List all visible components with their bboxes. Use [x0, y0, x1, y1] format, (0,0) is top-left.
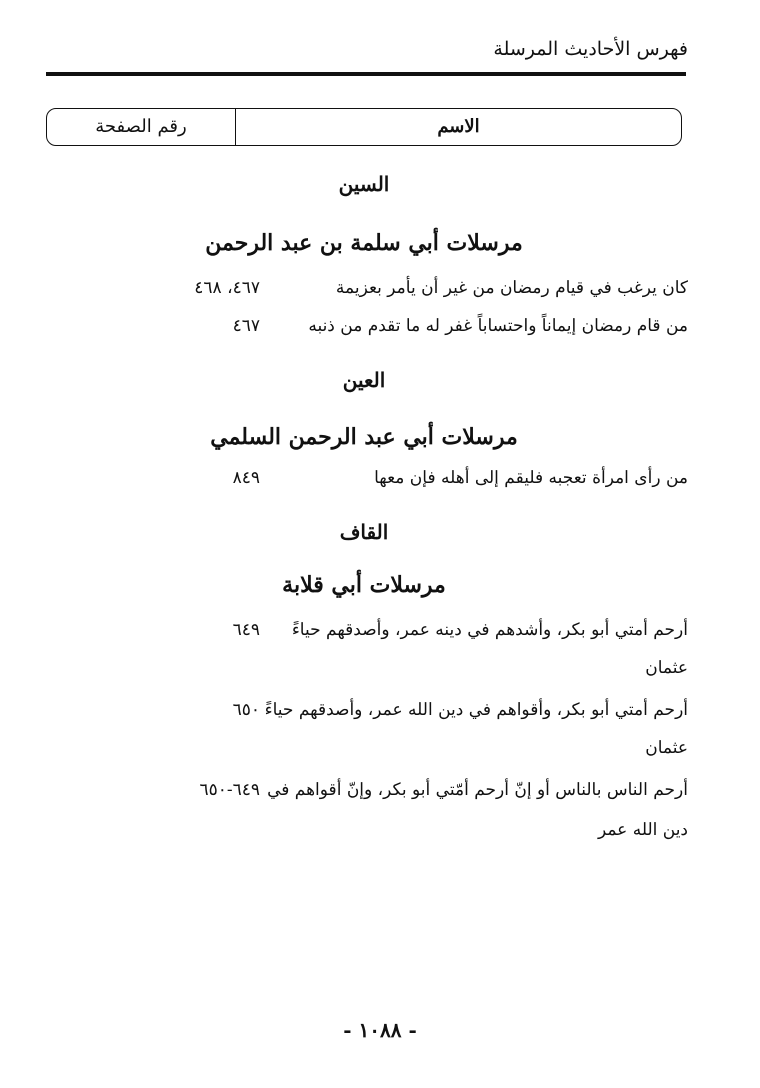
narrator-heading: مرسلات أبي قلابة: [282, 572, 446, 598]
header-rule: [46, 72, 686, 76]
entry-text: أرحم أمتي أبو بكر، وأقواهم في دين الله عمر، وأصدقهم حياءً: [264, 700, 688, 720]
entry-text: أرحم أمتي أبو بكر، وأشدهم في دينه عمر، وأصدقهم حياءً: [291, 620, 688, 640]
section-letter: السين: [338, 172, 390, 196]
entry-continuation: عثمان: [645, 738, 688, 758]
running-header: فهرس الأحاديث المرسلة: [493, 38, 688, 60]
narrator-heading: مرسلات أبي سلمة بن عبد الرحمن: [205, 230, 523, 256]
entry-pages: ٦٥٠: [232, 700, 260, 720]
entry-pages: ٤٦٧: [232, 316, 260, 336]
entry-pages: ٨٤٩: [232, 468, 260, 488]
entry-pages: ٤٦٧، ٤٦٨: [194, 278, 260, 298]
entry-continuation: دين الله عمر: [597, 820, 688, 840]
name-column-header: الاسم: [235, 109, 681, 145]
page-number: - ١٠٨٨ -: [343, 1018, 417, 1042]
section-letter: القاف: [339, 520, 389, 544]
entry-continuation: عثمان: [645, 658, 688, 678]
entry-pages: ٦٤٩: [232, 620, 260, 640]
entry-text: من رأى امرأة تعجبه فليقم إلى أهله فإن معها: [374, 468, 688, 488]
section-letter: العين: [342, 368, 386, 392]
page-column-header: رقم الصفحة: [95, 116, 187, 137]
table-header: [46, 108, 682, 146]
entry-text: من قام رمضان إيماناً واحتساباً غفر له ما تقدم من ذنبه: [308, 316, 688, 336]
entry-pages: ٦٤٩-٦٥٠: [199, 780, 260, 800]
entry-text: كان يرغب في قيام رمضان من غير أن يأمر بعزيمة: [335, 278, 688, 298]
entry-text: أرحم الناس بالناس أو إنّ أرحم أمّتي أبو بكر، وإنّ أقواهم في: [267, 780, 688, 800]
narrator-heading: مرسلات أبي عبد الرحمن السلمي: [210, 424, 518, 450]
